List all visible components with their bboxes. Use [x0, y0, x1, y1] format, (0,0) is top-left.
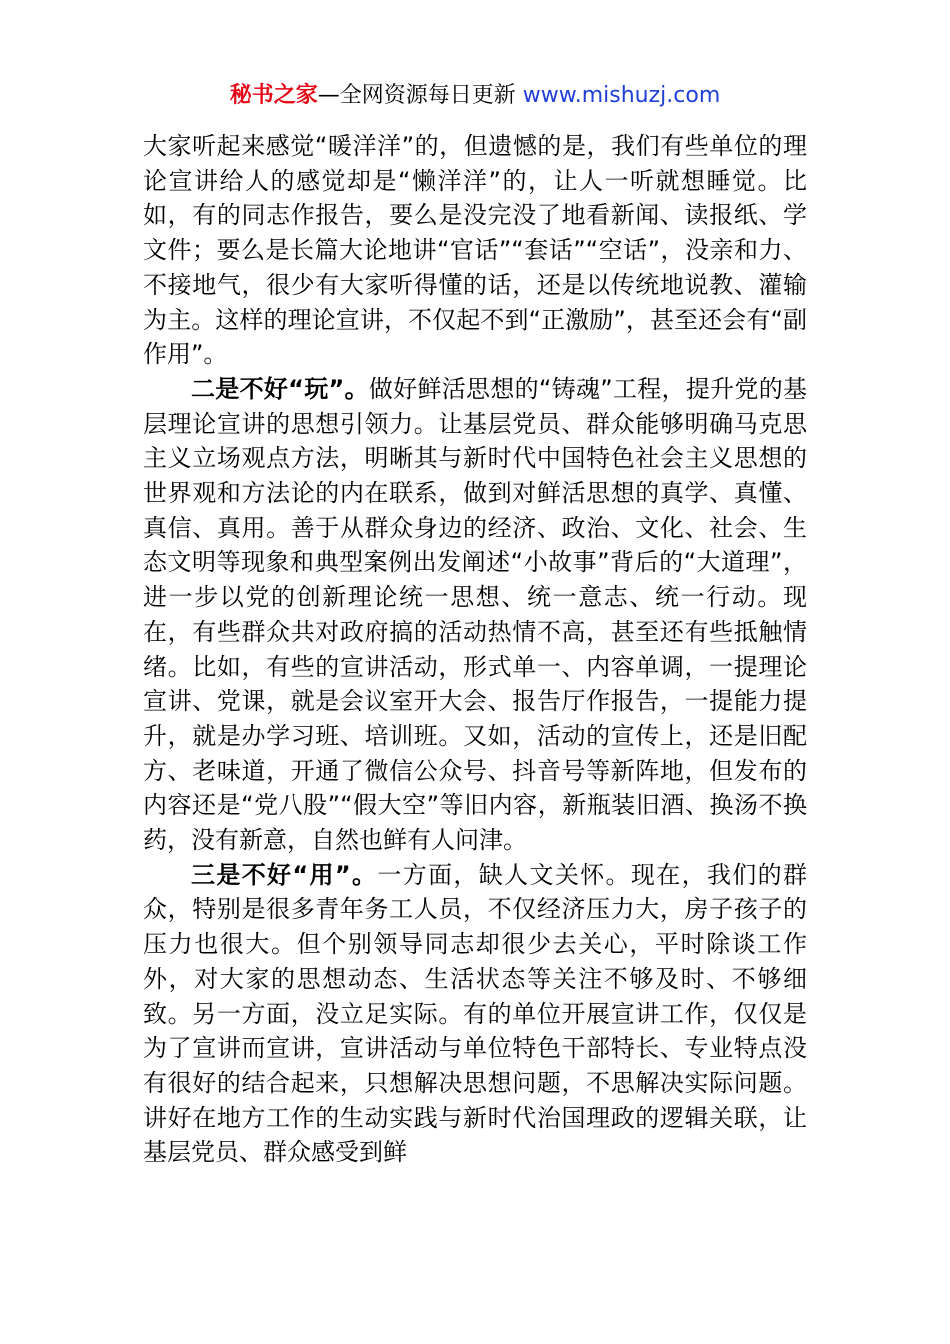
document-body — [143, 129, 807, 1170]
paragraph-continuation — [143, 129, 807, 372]
paragraph-text: 做好鲜活思想的“铸魂”工程，提升党的基层理论宣讲的思想引领力。让基层党员、群众能够明确马克思主义立场观点方法，明晰其与新时代中国特色社会主义思想的世界观和方法论的内在联系，做到对鲜活思想的真学、真懂、真信、真用。善于从群众身边的经济、政治、文化、社会、生态文明等现象和典型案例出发阐述“小故事”背后的“大道理”，进一步以党的创新理论统一思想、统一意志、统一行动。现在，有些群众共对政府搞的活动热情不高，甚至还有些抵触情绪。比如，有些的宣讲活动，形式单一、内容单调，一提理论宣讲、党课，就是会议室开大会、报告厅作报告，一提能力提升，就是办学习班、培训班。又如，活动的宣传上，还是旧配方、老味道，开通了微信公众号、抖音号等新阵地，但发布的内容还是“党八股”“假大空”等旧内容，新瓶装旧酒、换汤不换药，没有新意，自然也鲜有人问津。 — [143, 374, 808, 855]
paragraph-point-three — [143, 858, 807, 1170]
paragraph-lead: 三是不好“用”。 — [191, 860, 378, 889]
paragraph-text: 一方面，缺人文关怀。现在，我们的群众，特别是很多青年务工人员，不仅经济压力大，房子孩子的压力也很大。但个别领导同志却很少去关心，平时除谈工作外，对大家的思想动态、生活状态等关注不够及时、不够细致。另一方面，没立足实际。有的单位开展宣讲工作，仅仅是为了宣讲而宣讲，宣讲活动与单位特色干部特长、专业特点没有很好的结合起来，只想解决思想问题，不思解决实际问题。讲好在地方工作的生动实践与新时代治国理政的逻辑关联，让基层党员、群众感受到鲜 — [143, 860, 808, 1167]
paragraph-lead: 二是不好“玩”。 — [191, 374, 369, 403]
site-url-link[interactable]: www.mishuzj.com — [522, 83, 721, 108]
paragraph-text: 大家听起来感觉“暖洋洋”的，但遗憾的是，我们有些单位的理论宣讲给人的感觉却是“懒洋洋”的，让人一听就想睡觉。比如，有的同志作报告，要么是没完没了地看新闻、读报纸、学文件；要么是长篇大论地讲“官话”“套话”“空话”，没亲和力、不接地气，很少有大家听得懂的话，还是以传统地说教、灌输为主。这样的理论宣讲，不仅起不到“正激励”，甚至还会有“副作用”。 — [143, 132, 807, 369]
paragraph-point-two — [143, 372, 807, 858]
site-tagline: —全网资源每日更新 — [317, 83, 516, 108]
site-brand: 秘书之家 — [229, 83, 318, 108]
site-header — [0, 80, 950, 112]
